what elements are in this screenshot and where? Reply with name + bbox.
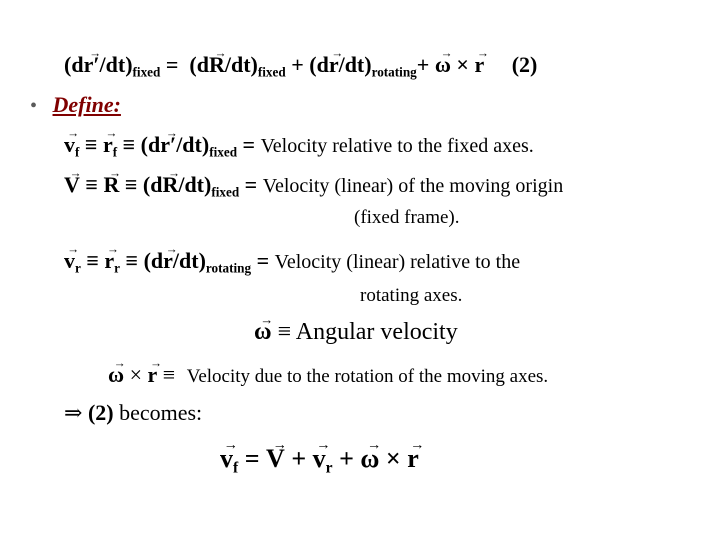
V-vector: → V [64,174,80,196]
r-vector: → r [407,446,419,472]
omega-vector: → ω [360,446,379,472]
omega-vector: → ω [254,320,272,344]
vf-definition: → $v_f$ ≡ → $r_f \equiv (d\to r'/dt)_{fixed}$ = Velocity relative to the fixed axes. [64,134,534,159]
vf-description: Velocity relative to the fixed axes. [260,135,534,157]
rr-vector: → r [104,250,114,272]
R-vector: → R [162,174,178,196]
vf-vector: → v [64,134,75,156]
cross-product-definition: → ω × → r ≡ Velocity due to the rotation of the moving axes. [108,364,548,386]
r-vector: → r [148,364,158,386]
R-vector: → R [209,54,225,76]
becomes-line [64,402,202,424]
vr-vector: → v [313,446,326,472]
cross-description: Velocity due to the rotation of the moving axes. [186,366,549,387]
vr-vector: → v [64,250,75,272]
r-vector: → r [474,54,484,76]
subscript-fixed: fixed [132,64,161,80]
omega-vector: → ω [435,54,451,76]
V-definition: → V ≡ → $R \equiv (d\to R/dt)_{fixed}$ = Velocity (linear) of the moving origin [64,174,563,199]
V-description: Velocity (linear) of the moving origin [262,175,564,197]
r-prime-vector: → r′ [160,134,176,156]
V-description-cont: (fixed frame). [354,207,460,228]
subscript-rotating: rotating [371,64,417,80]
implies-icon: ⇒ [64,400,83,425]
equation-number: (2) [511,52,538,77]
vr-definition: → $v_r$ ≡ → $r_r \equiv (d\to r/dt)_{rotating}$ = Velocity (linear) relative to the [64,250,520,275]
becomes-text: becomes: [119,400,203,425]
equation-line-1: $(d\to r'/dt)_{fixed} = (d\to R/dt)_{fixed} + (d\to r/dt)_{rotating}+ \to \omega$ × → r (2) [64,54,537,79]
omega-vector: → ω [108,364,124,386]
r-prime-vector: → r′ [84,54,100,76]
bullet-icon: • [30,95,38,117]
omega-definition: → ω ≡ Angular velocity [254,320,458,344]
subscript-fixed: fixed [209,144,238,160]
omega-description: Angular velocity [295,319,458,345]
equation-ref: (2) [87,400,114,425]
subscript-rotating: rotating [205,260,252,276]
define-row [30,94,121,116]
R-vector: → R [103,174,119,196]
vr-description-cont: rotating axes. [360,285,463,306]
subscript-fixed: fixed [211,184,240,200]
V-vector: → V [266,446,285,472]
define-label: Define: [52,92,121,117]
r-vector: → r [163,250,173,272]
vr-description: Velocity (linear) relative to the [274,251,521,273]
subscript-fixed: fixed [257,64,286,80]
r-vector: → r [329,54,339,76]
final-equation: → $v_f$ = → V + → $v_r$ + → ω × → r [220,446,419,476]
rf-vector: → r [103,134,113,156]
vf-vector: → v [220,446,233,472]
